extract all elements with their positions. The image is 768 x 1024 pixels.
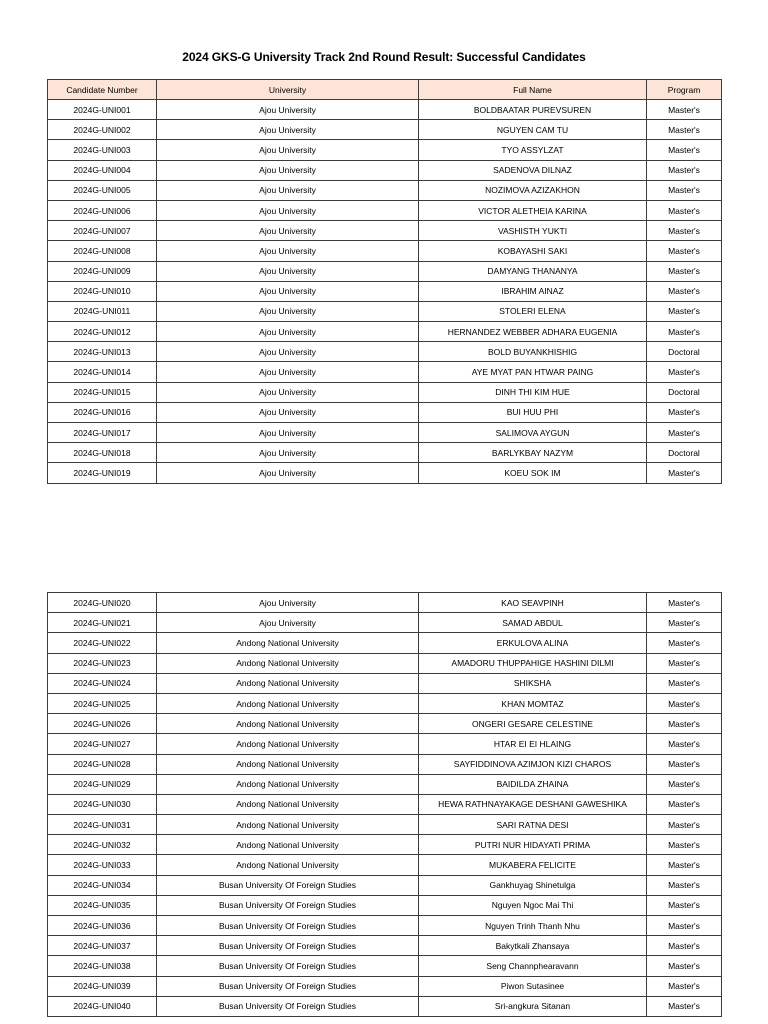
table-row	[48, 653, 722, 673]
university-cell: Busan University Of Foreign Studies	[157, 956, 419, 976]
program-cell: Master's	[647, 754, 722, 774]
header-university: University	[157, 80, 419, 100]
table-row	[48, 794, 722, 814]
table-row	[48, 301, 722, 321]
university-cell: Ajou University	[157, 443, 419, 463]
table-body-section-1	[48, 100, 722, 484]
candidate-number-cell: 2024G-UNI002	[48, 120, 157, 140]
university-cell: Andong National University	[157, 734, 419, 754]
program-cell: Master's	[647, 120, 722, 140]
candidate-number-cell: 2024G-UNI040	[48, 996, 157, 1016]
university-cell: Andong National University	[157, 774, 419, 794]
table-row	[48, 443, 722, 463]
program-cell: Master's	[647, 895, 722, 915]
program-cell: Master's	[647, 221, 722, 241]
full-name-cell: BAIDILDA ZHAINA	[419, 774, 647, 794]
table-row	[48, 875, 722, 895]
table-row	[48, 734, 722, 754]
program-cell: Doctoral	[647, 382, 722, 402]
program-cell: Master's	[647, 322, 722, 342]
full-name-cell: Nguyen Ngoc Mai Thi	[419, 895, 647, 915]
university-cell: Ajou University	[157, 382, 419, 402]
table-row	[48, 673, 722, 693]
full-name-cell: STOLERI ELENA	[419, 301, 647, 321]
full-name-cell: DAMYANG THANANYA	[419, 261, 647, 281]
university-cell: Andong National University	[157, 835, 419, 855]
full-name-cell: Nguyen Trinh Thanh Nhu	[419, 916, 647, 936]
university-cell: Ajou University	[157, 200, 419, 220]
program-cell: Master's	[647, 673, 722, 693]
table-row	[48, 200, 722, 220]
table-row	[48, 774, 722, 794]
full-name-cell: PUTRI NUR HIDAYATI PRIMA	[419, 835, 647, 855]
full-name-cell: AYE MYAT PAN HTWAR PAING	[419, 362, 647, 382]
program-cell: Master's	[647, 714, 722, 734]
candidate-number-cell: 2024G-UNI018	[48, 443, 157, 463]
table-row	[48, 382, 722, 402]
candidate-number-cell: 2024G-UNI010	[48, 281, 157, 301]
table-row	[48, 976, 722, 996]
university-cell: Andong National University	[157, 794, 419, 814]
table-row	[48, 362, 722, 382]
university-cell: Ajou University	[157, 241, 419, 261]
university-cell: Ajou University	[157, 140, 419, 160]
table-row	[48, 281, 722, 301]
full-name-cell: SALIMOVA AYGUN	[419, 423, 647, 443]
table-row	[48, 423, 722, 443]
university-cell: Andong National University	[157, 673, 419, 693]
university-cell: Andong National University	[157, 815, 419, 835]
table-row	[48, 835, 722, 855]
full-name-cell: KOBAYASHI SAKI	[419, 241, 647, 261]
program-cell: Master's	[647, 693, 722, 713]
table-row	[48, 895, 722, 915]
candidate-number-cell: 2024G-UNI007	[48, 221, 157, 241]
candidate-number-cell: 2024G-UNI030	[48, 794, 157, 814]
program-cell: Master's	[647, 140, 722, 160]
full-name-cell: VICTOR ALETHEIA KARINA	[419, 200, 647, 220]
program-cell: Master's	[647, 855, 722, 875]
full-name-cell: SHIKSHA	[419, 673, 647, 693]
program-cell: Master's	[647, 463, 722, 483]
candidate-number-cell: 2024G-UNI015	[48, 382, 157, 402]
university-cell: Ajou University	[157, 613, 419, 633]
program-cell: Master's	[647, 875, 722, 895]
candidate-number-cell: 2024G-UNI003	[48, 140, 157, 160]
header-candidate-number: Candidate Number	[48, 80, 157, 100]
table-row	[48, 342, 722, 362]
program-cell: Master's	[647, 200, 722, 220]
university-cell: Ajou University	[157, 301, 419, 321]
university-cell: Ajou University	[157, 180, 419, 200]
university-cell: Ajou University	[157, 463, 419, 483]
candidate-number-cell: 2024G-UNI021	[48, 613, 157, 633]
candidate-number-cell: 2024G-UNI016	[48, 402, 157, 422]
table-row	[48, 402, 722, 422]
program-cell: Master's	[647, 593, 722, 613]
table-row	[48, 160, 722, 180]
program-cell: Master's	[647, 815, 722, 835]
candidate-number-cell: 2024G-UNI019	[48, 463, 157, 483]
table-row	[48, 100, 722, 120]
header-full-name: Full Name	[419, 80, 647, 100]
program-cell: Master's	[647, 281, 722, 301]
full-name-cell: SADENOVA DILNAZ	[419, 160, 647, 180]
program-cell: Master's	[647, 996, 722, 1016]
program-cell: Master's	[647, 160, 722, 180]
full-name-cell: ONGERI GESARE CELESTINE	[419, 714, 647, 734]
candidate-number-cell: 2024G-UNI022	[48, 633, 157, 653]
table-row	[48, 855, 722, 875]
full-name-cell: TYO ASSYLZAT	[419, 140, 647, 160]
full-name-cell: KOEU SOK IM	[419, 463, 647, 483]
program-cell: Master's	[647, 613, 722, 633]
program-cell: Master's	[647, 100, 722, 120]
candidate-number-cell: 2024G-UNI025	[48, 693, 157, 713]
table-row	[48, 714, 722, 734]
program-cell: Master's	[647, 402, 722, 422]
candidate-number-cell: 2024G-UNI013	[48, 342, 157, 362]
university-cell: Busan University Of Foreign Studies	[157, 996, 419, 1016]
program-cell: Master's	[647, 241, 722, 261]
table-row	[48, 693, 722, 713]
university-cell: Ajou University	[157, 342, 419, 362]
table-row	[48, 956, 722, 976]
full-name-cell: NGUYEN CAM TU	[419, 120, 647, 140]
university-cell: Andong National University	[157, 754, 419, 774]
candidate-number-cell: 2024G-UNI009	[48, 261, 157, 281]
table-row	[48, 322, 722, 342]
full-name-cell: VASHISTH YUKTI	[419, 221, 647, 241]
candidate-number-cell: 2024G-UNI028	[48, 754, 157, 774]
table-row	[48, 815, 722, 835]
full-name-cell: BUI HUU PHI	[419, 402, 647, 422]
candidate-number-cell: 2024G-UNI017	[48, 423, 157, 443]
university-cell: Busan University Of Foreign Studies	[157, 936, 419, 956]
candidate-number-cell: 2024G-UNI031	[48, 815, 157, 835]
table-body-section-2	[48, 593, 722, 1017]
table-row	[48, 593, 722, 613]
table-row	[48, 180, 722, 200]
full-name-cell: BARLYKBAY NAZYM	[419, 443, 647, 463]
candidate-number-cell: 2024G-UNI023	[48, 653, 157, 673]
full-name-cell: Gankhuyag Shinetulga	[419, 875, 647, 895]
university-cell: Ajou University	[157, 120, 419, 140]
candidate-number-cell: 2024G-UNI037	[48, 936, 157, 956]
program-cell: Master's	[647, 423, 722, 443]
candidate-number-cell: 2024G-UNI011	[48, 301, 157, 321]
university-cell: Ajou University	[157, 423, 419, 443]
candidate-number-cell: 2024G-UNI008	[48, 241, 157, 261]
header-program: Program	[647, 80, 722, 100]
university-cell: Andong National University	[157, 693, 419, 713]
candidate-number-cell: 2024G-UNI001	[48, 100, 157, 120]
table-row	[48, 241, 722, 261]
program-cell: Doctoral	[647, 342, 722, 362]
university-cell: Ajou University	[157, 593, 419, 613]
candidate-number-cell: 2024G-UNI024	[48, 673, 157, 693]
university-cell: Ajou University	[157, 322, 419, 342]
candidate-number-cell: 2024G-UNI033	[48, 855, 157, 875]
university-cell: Ajou University	[157, 160, 419, 180]
table-row	[48, 261, 722, 281]
university-cell: Busan University Of Foreign Studies	[157, 916, 419, 936]
university-cell: Ajou University	[157, 362, 419, 382]
candidate-number-cell: 2024G-UNI020	[48, 593, 157, 613]
program-cell: Master's	[647, 633, 722, 653]
university-cell: Ajou University	[157, 221, 419, 241]
full-name-cell: SARI RATNA DESI	[419, 815, 647, 835]
table-row	[48, 140, 722, 160]
table-row	[48, 996, 722, 1016]
program-cell: Master's	[647, 362, 722, 382]
program-cell: Master's	[647, 976, 722, 996]
program-cell: Master's	[647, 301, 722, 321]
full-name-cell: KHAN MOMTAZ	[419, 693, 647, 713]
candidate-number-cell: 2024G-UNI034	[48, 875, 157, 895]
full-name-cell: ERKULOVA ALINA	[419, 633, 647, 653]
table-row	[48, 613, 722, 633]
full-name-cell: HTAR EI EI HLAING	[419, 734, 647, 754]
full-name-cell: SAMAD ABDUL	[419, 613, 647, 633]
program-cell: Master's	[647, 916, 722, 936]
candidate-number-cell: 2024G-UNI036	[48, 916, 157, 936]
program-cell: Doctoral	[647, 443, 722, 463]
document-title: 2024 GKS-G University Track 2nd Round Result: Successful Candidates	[182, 50, 586, 64]
program-cell: Master's	[647, 794, 722, 814]
full-name-cell: IBRAHIM AINAZ	[419, 281, 647, 301]
university-cell: Busan University Of Foreign Studies	[157, 875, 419, 895]
candidate-number-cell: 2024G-UNI038	[48, 956, 157, 976]
full-name-cell: Piwon Sutasinee	[419, 976, 647, 996]
candidate-number-cell: 2024G-UNI032	[48, 835, 157, 855]
program-cell: Master's	[647, 956, 722, 976]
candidate-number-cell: 2024G-UNI035	[48, 895, 157, 915]
university-cell: Busan University Of Foreign Studies	[157, 895, 419, 915]
full-name-cell: Bakytkali Zhansaya	[419, 936, 647, 956]
table-row	[48, 221, 722, 241]
university-cell: Andong National University	[157, 633, 419, 653]
university-cell: Ajou University	[157, 402, 419, 422]
full-name-cell: SAYFIDDINOVA AZIMJON KIZI CHAROS	[419, 754, 647, 774]
university-cell: Andong National University	[157, 653, 419, 673]
full-name-cell: AMADORU THUPPAHIGE HASHINI DILMI	[419, 653, 647, 673]
candidate-number-cell: 2024G-UNI039	[48, 976, 157, 996]
candidate-number-cell: 2024G-UNI027	[48, 734, 157, 754]
university-cell: Andong National University	[157, 855, 419, 875]
program-cell: Master's	[647, 936, 722, 956]
candidate-number-cell: 2024G-UNI012	[48, 322, 157, 342]
university-cell: Andong National University	[157, 714, 419, 734]
full-name-cell: KAO SEAVPINH	[419, 593, 647, 613]
university-cell: Busan University Of Foreign Studies	[157, 976, 419, 996]
candidate-number-cell: 2024G-UNI006	[48, 200, 157, 220]
full-name-cell: HEWA RATHNAYAKAGE DESHANI GAWESHIKA	[419, 794, 647, 814]
candidate-number-cell: 2024G-UNI029	[48, 774, 157, 794]
candidate-number-cell: 2024G-UNI004	[48, 160, 157, 180]
table-row	[48, 633, 722, 653]
table-header-row	[48, 80, 722, 100]
university-cell: Ajou University	[157, 261, 419, 281]
program-cell: Master's	[647, 653, 722, 673]
full-name-cell: MUKABERA FELICITE	[419, 855, 647, 875]
full-name-cell: HERNANDEZ WEBBER ADHARA EUGENIA	[419, 322, 647, 342]
table-row	[48, 120, 722, 140]
full-name-cell: Sri-angkura Sitanan	[419, 996, 647, 1016]
candidate-number-cell: 2024G-UNI014	[48, 362, 157, 382]
table-row	[48, 754, 722, 774]
candidate-number-cell: 2024G-UNI005	[48, 180, 157, 200]
full-name-cell: Seng Channphearavann	[419, 956, 647, 976]
program-cell: Master's	[647, 180, 722, 200]
candidate-number-cell: 2024G-UNI026	[48, 714, 157, 734]
program-cell: Master's	[647, 774, 722, 794]
program-cell: Master's	[647, 835, 722, 855]
full-name-cell: NOZIMOVA AZIZAKHON	[419, 180, 647, 200]
table-row	[48, 936, 722, 956]
university-cell: Ajou University	[157, 100, 419, 120]
full-name-cell: DINH THI KIM HUE	[419, 382, 647, 402]
full-name-cell: BOLDBAATAR PUREVSUREN	[419, 100, 647, 120]
table-row	[48, 916, 722, 936]
table-row	[48, 463, 722, 483]
program-cell: Master's	[647, 734, 722, 754]
full-name-cell: BOLD BUYANKHISHIG	[419, 342, 647, 362]
results-table-section-1	[47, 79, 722, 484]
program-cell: Master's	[647, 261, 722, 281]
university-cell: Ajou University	[157, 281, 419, 301]
results-table-section-2	[47, 592, 722, 1017]
